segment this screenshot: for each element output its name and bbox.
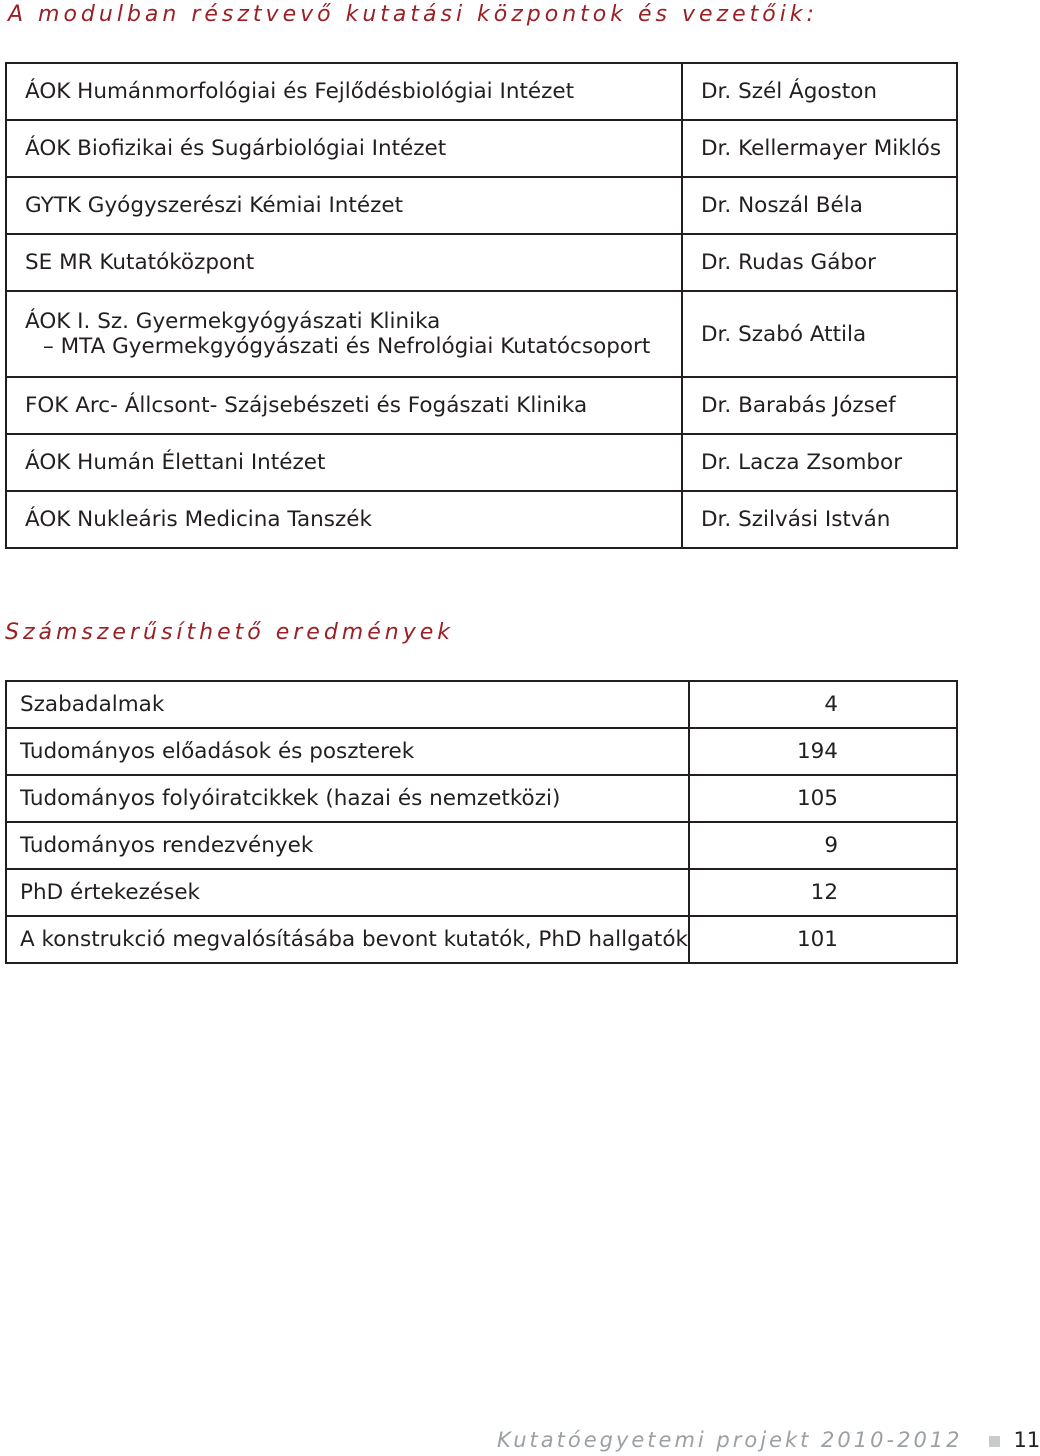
center-leader: Dr. Noszál Béla <box>682 177 957 234</box>
center-leader: Dr. Szilvási István <box>682 491 957 548</box>
result-value: 12 <box>689 869 957 916</box>
table-row <box>6 377 957 434</box>
result-value: 101 <box>689 916 957 963</box>
center-leader: Dr. Szél Ágoston <box>682 63 957 120</box>
result-label: A konstrukció megvalósításába bevont kutatók, PhD hallgatók <box>6 916 689 963</box>
result-value: 4 <box>689 681 957 728</box>
center-leader: Dr. Szabó Attila <box>682 291 957 377</box>
results-heading: Számszerűsíthető eredmények <box>5 620 454 645</box>
table-row <box>6 681 957 728</box>
table-row <box>6 916 957 963</box>
table-row <box>6 434 957 491</box>
center-leader: Dr. Lacza Zsombor <box>682 434 957 491</box>
result-label: Szabadalmak <box>6 681 689 728</box>
table-row <box>6 775 957 822</box>
result-label: Tudományos rendezvények <box>6 822 689 869</box>
center-name: FOK Arc- Állcsont- Szájsebészeti és Fogászati Klinika <box>6 377 682 434</box>
table-row <box>6 491 957 548</box>
table-row <box>6 177 957 234</box>
footer-text: Kutatóegyetemi projekt 2010-2012 <box>497 1428 963 1452</box>
center-name: ÁOK I. Sz. Gyermekgyógyászati Klinika <box>25 309 441 334</box>
table-row <box>6 63 957 120</box>
center-leader: Dr. Barabás József <box>682 377 957 434</box>
table-row <box>6 291 957 377</box>
center-name: ÁOK Humán Élettani Intézet <box>6 434 682 491</box>
center-name-cell <box>6 291 682 377</box>
centers-table <box>5 62 958 549</box>
center-name: GYTK Gyógyszerészi Kémiai Intézet <box>6 177 682 234</box>
results-table <box>5 680 958 964</box>
center-leader: Dr. Kellermayer Miklós <box>682 120 957 177</box>
page-footer <box>497 1428 1040 1456</box>
result-label: Tudományos előadások és poszterek <box>6 728 689 775</box>
page-number: 11 <box>1013 1428 1040 1452</box>
result-value: 194 <box>689 728 957 775</box>
centers-heading: A modulban résztvevő kutatási központok és vezetőik: <box>8 2 818 27</box>
center-name: ÁOK Nukleáris Medicina Tanszék <box>6 491 682 548</box>
table-row <box>6 234 957 291</box>
result-value: 9 <box>689 822 957 869</box>
table-row <box>6 728 957 775</box>
center-name: SE MR Kutatóközpont <box>6 234 682 291</box>
center-leader: Dr. Rudas Gábor <box>682 234 957 291</box>
result-label: Tudományos folyóiratcikkek (hazai és nemzetközi) <box>6 775 689 822</box>
table-row <box>6 822 957 869</box>
result-label: PhD értekezések <box>6 869 689 916</box>
result-value: 105 <box>689 775 957 822</box>
center-subname: – MTA Gyermekgyógyászati és Nefrológiai Kutatócsoport <box>43 334 651 359</box>
table-row <box>6 120 957 177</box>
square-icon <box>989 1436 1000 1447</box>
center-name: ÁOK Biofizikai és Sugárbiológiai Intézet <box>6 120 682 177</box>
center-name: ÁOK Humánmorfológiai és Fejlődésbiológiai Intézet <box>6 63 682 120</box>
table-row <box>6 869 957 916</box>
